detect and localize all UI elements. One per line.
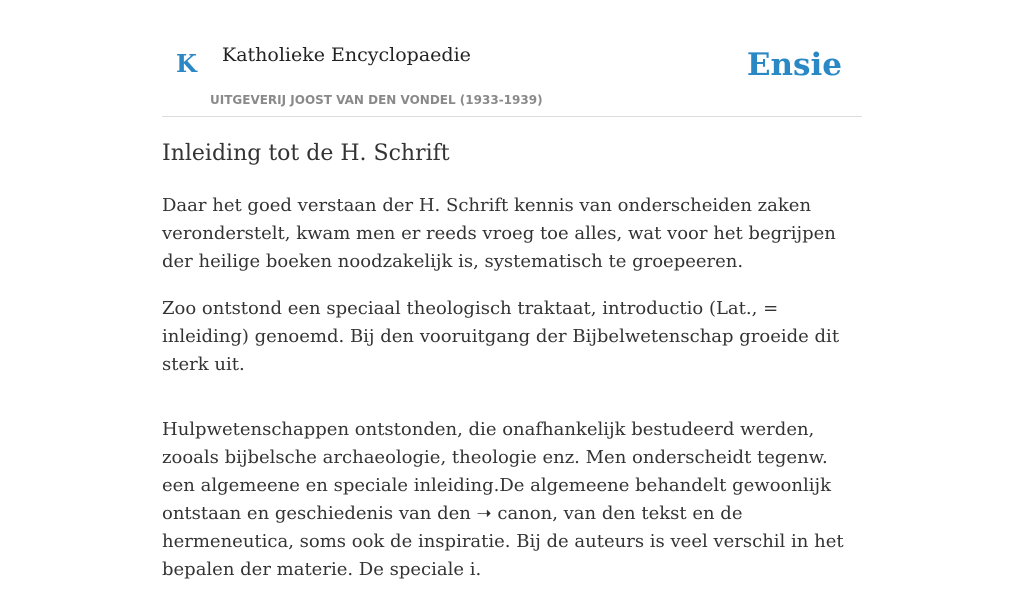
article-paragraph: Zoo ontstond een speciaal theologisch traktaat, introductio (Lat., = inleiding) genoemd. Bij den vooruitgang der Bijbelwetenschap groeide dit sterk uit. — [162, 298, 840, 375]
article-body — [162, 192, 862, 603]
source-logo-icon[interactable]: K — [176, 49, 197, 78]
header — [162, 0, 862, 117]
source-subtitle: UITGEVERIJ JOOST VAN DEN VONDEL (1933-1939) — [210, 93, 543, 107]
article-paragraph: Daar het goed verstaan der H. Schrift kennis van onderscheiden zaken veronderstelt, kwam men er reeds vroeg toe alles, wat voor het begrijpen der heilige boeken noodzakelijk is, systematisch te groepeeren. — [162, 195, 836, 272]
article-paragraph: Hulpwetenschappen ontstonden, die onafhankelijk bestudeerd werden, zooals bijbelsche archaeologie, theologie enz. Men onderscheidt tegenw. een algemeene en speciale inleiding.De algemeene behandelt gewoonlijk ontstaan en geschiedenis van den ➝ canon, van den tekst en de hermeneutica, soms ook de inspiratie. Bij de auteurs is veel verschil in het bepalen der materie. De speciale i. — [162, 419, 844, 580]
article-title: Inleiding tot de H. Schrift — [162, 141, 450, 166]
brand-logo[interactable]: Ensie — [746, 47, 842, 83]
source-title-link[interactable]: Katholieke Encyclopaedie — [222, 44, 471, 66]
